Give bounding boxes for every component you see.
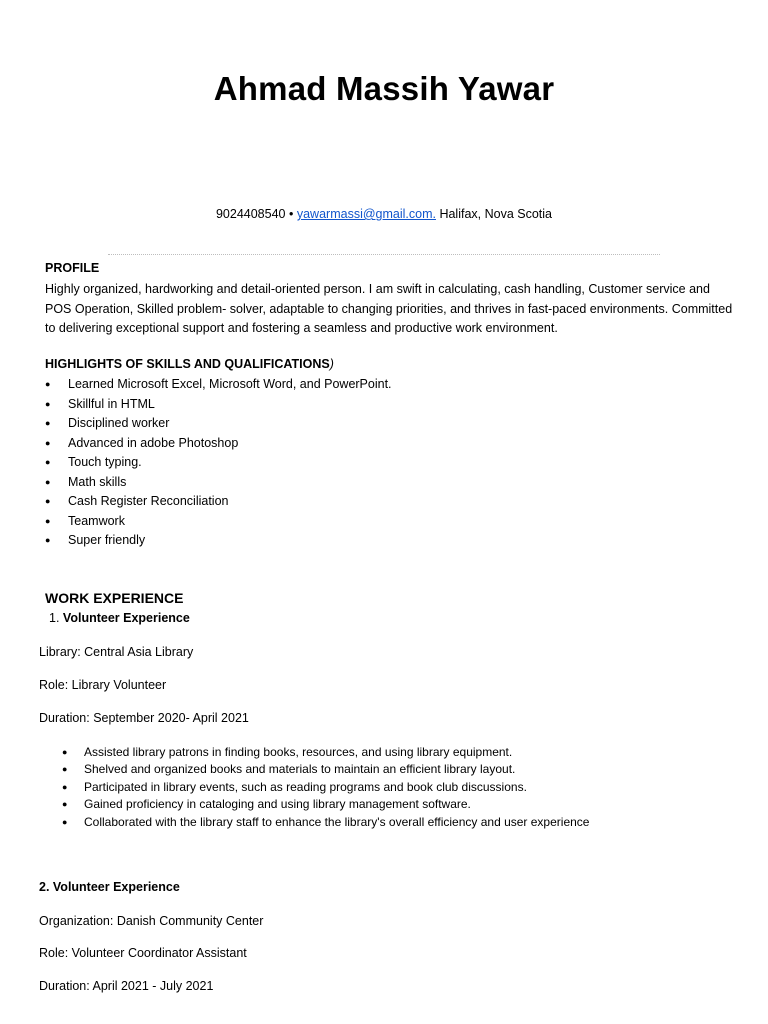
duty-item: ● Assisted library patrons in finding books, resources, and using library equipment. xyxy=(62,744,589,761)
work-experience-heading: WORK EXPERIENCE xyxy=(45,590,184,606)
experience-1-title-text: Volunteer Experience xyxy=(62,611,190,625)
skill-item: ● Math skills xyxy=(45,473,392,493)
experience-1-duration: Duration: September 2020- April 2021 xyxy=(39,711,249,725)
experience-2-duration: Duration: April 2021 - July 2021 xyxy=(39,979,214,993)
experience-1-duties xyxy=(62,744,589,831)
phone-number: 9024408540 xyxy=(215,207,286,221)
skills-heading-suffix: ) xyxy=(329,357,334,371)
location: Halifax, Nova Scotia xyxy=(439,207,553,221)
profile-text: Highly organized, hardworking and detail-oriented person. I am swift in calculating, cash handling, Customer service and POS Operation, Skilled problem- solver, adaptable to changing priorities, and thrives in fast-paced environments. Committed to delivering exceptional support and fostering a seamless and productive work environment. xyxy=(45,282,733,335)
skills-heading xyxy=(45,357,334,371)
skills-list xyxy=(45,375,392,551)
skill-item: ● Learned Microsoft Excel, Microsoft Word, and PowerPoint. xyxy=(45,375,392,395)
experience-1-number: 1. xyxy=(49,611,60,625)
skills-heading-text: HIGHLIGHTS OF SKILLS AND QUALIFICATIONS xyxy=(45,357,330,371)
experience-2-title: 2. Volunteer Experience xyxy=(39,880,180,894)
duty-item: ● Gained proficiency in cataloging and using library management software. xyxy=(62,796,589,813)
experience-2-organization: Organization: Danish Community Center xyxy=(39,914,264,928)
experience-2-role: Role: Volunteer Coordinator Assistant xyxy=(39,946,247,960)
duty-item: ● Shelved and organized books and materials to maintain an efficient library layout. xyxy=(62,761,589,778)
contact-line xyxy=(0,207,768,221)
header-divider xyxy=(108,254,660,255)
experience-1-title xyxy=(49,611,190,625)
duty-item: ● Collaborated with the library staff to enhance the library's overall efficiency and user experience xyxy=(62,814,589,831)
skill-item: ● Advanced in adobe Photoshop xyxy=(45,434,392,454)
skill-item: ● Touch typing. xyxy=(45,453,392,473)
skill-item: ● Skillful in HTML xyxy=(45,395,392,415)
contact-separator: • xyxy=(288,207,294,221)
experience-1-role: Role: Library Volunteer xyxy=(39,678,167,692)
skill-item: ● Teamwork xyxy=(45,512,392,532)
email-link[interactable]: yawarmassi@gmail.com. xyxy=(296,207,436,221)
skill-item: ● Cash Register Reconciliation xyxy=(45,492,392,512)
duty-item: ● Participated in library events, such as reading programs and book club discussions. xyxy=(62,779,589,796)
skill-item: ● Disciplined worker xyxy=(45,414,392,434)
profile-heading: PROFILE xyxy=(45,261,100,275)
applicant-name: Ahmad Massih Yawar xyxy=(213,70,555,107)
experience-1-organization: Library: Central Asia Library xyxy=(39,645,194,659)
skill-item: ● Super friendly xyxy=(45,531,392,551)
